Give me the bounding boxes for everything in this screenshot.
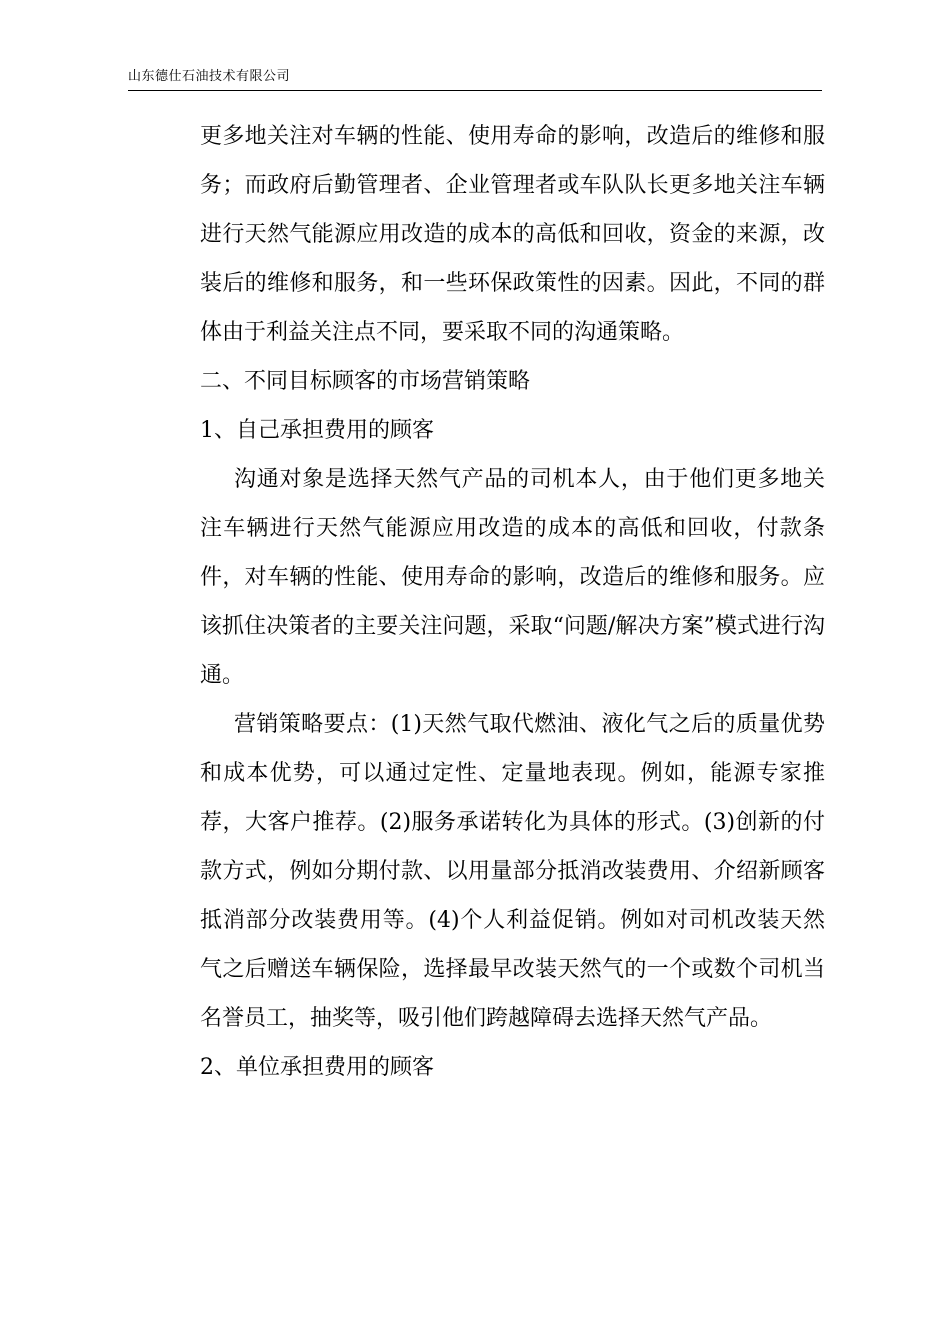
subsection-heading-self-paid: 1、自己承担费用的顾客 xyxy=(200,418,434,443)
subsection-heading-employer-paid: 2、单位承担费用的顾客 xyxy=(200,1055,434,1080)
section-heading: 二、不同目标顾客的市场营销策略 xyxy=(200,369,531,394)
header-company-name: 山东德仕石油技术有限公司 xyxy=(128,69,291,84)
paragraph-communication-target: 沟通对象是选择天然气产品的司机本人，由于他们更多地关注车辆进行天然气能源应用改造的成本的高低和回收，付款条件，对车辆的性能、使用寿命的影响，改造后的维修和服务。应该抓住决策者的主要关注问题，采取“问题/解决方案”模式进行沟通。 xyxy=(200,467,825,688)
document-body xyxy=(200,112,825,1092)
paragraph-continuation: 更多地关注对车辆的性能、使用寿命的影响，改造后的维修和服务；而政府后勤管理者、企业管理者或车队队长更多地关注车辆进行天然气能源应用改造的成本的高低和回收，资金的来源，改装后的维修和服务，和一些环保政策性的因素。因此，不同的群体由于利益关注点不同，要采取不同的沟通策略。 xyxy=(200,124,825,345)
page-header xyxy=(128,68,822,91)
paragraph-marketing-points: 营销策略要点：(1)天然气取代燃油、液化气之后的质量优势和成本优势，可以通过定性、定量地表现。例如，能源专家推荐，大客户推荐。(2)服务承诺转化为具体的形式。(3)创新的付款方式，例如分期付款、以用量部分抵消改装费用、介绍新顾客抵消部分改装费用等。(4)个人利益促销。例如对司机改装天然气之后赠送车辆保险，选择最早改装天然气的一个或数个司机当名誉员工，抽奖等，吸引他们跨越障碍去选择天然气产品。 xyxy=(200,712,825,1031)
